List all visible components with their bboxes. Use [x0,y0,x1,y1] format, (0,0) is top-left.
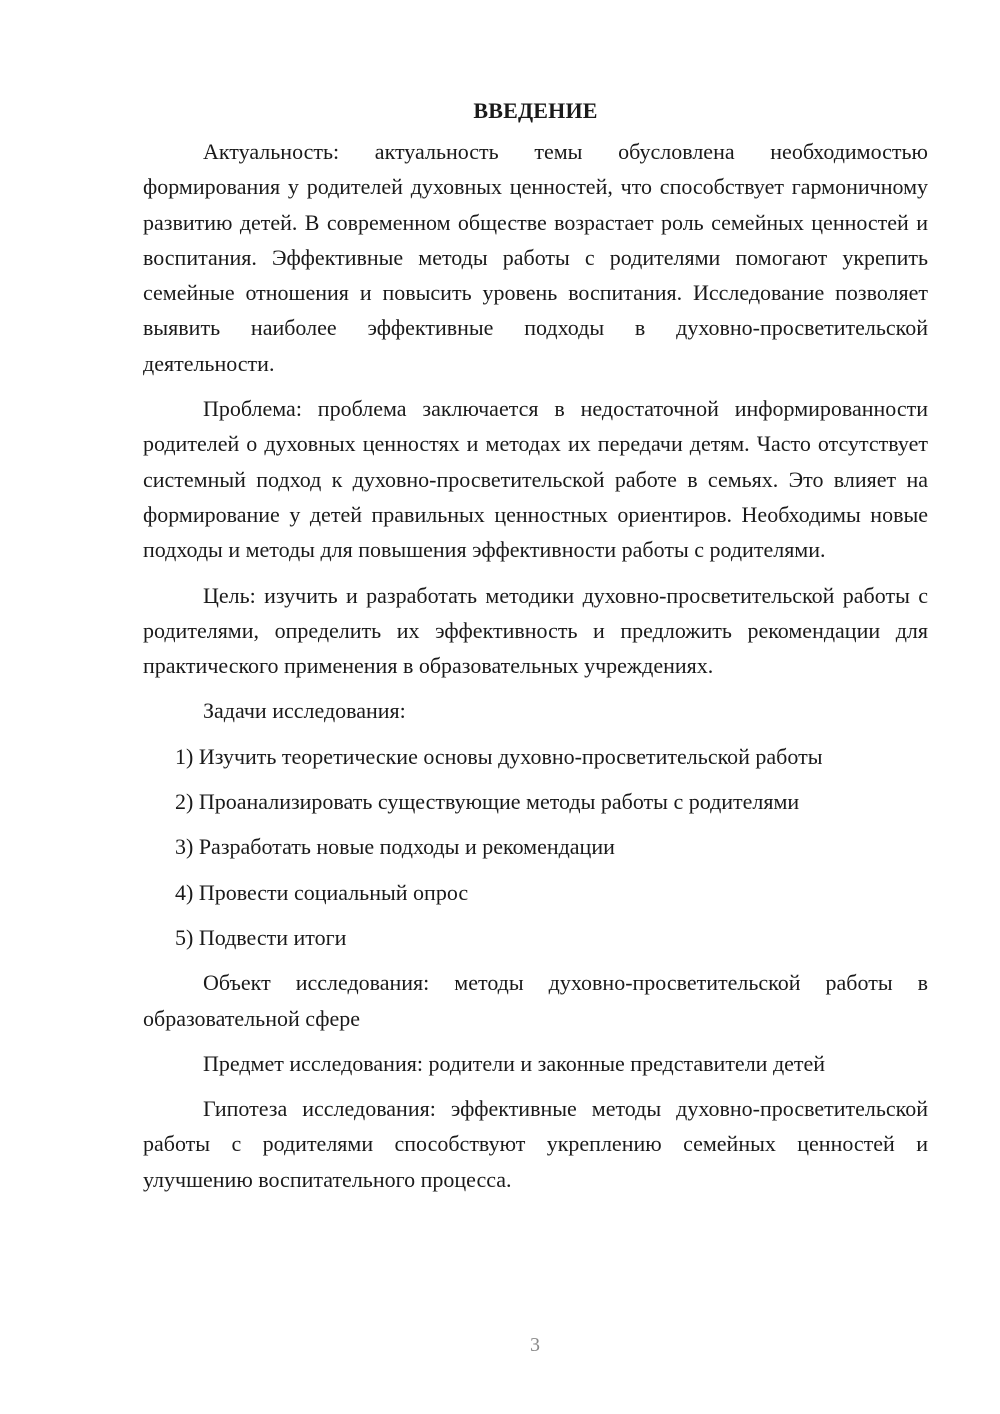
tasks-list [143,739,928,955]
task-item: 2) Проанализировать существующие методы работы с родителями [175,789,800,815]
goal-paragraph: Цель: изучить и разработать методики духовно-просветительской работы с родителями, определить их эффективность и предложить рекомендации для практического применения в образовательных учреждениях. [143,582,928,679]
task-item: 5) Подвести итоги [175,924,347,950]
document-page [143,96,928,1207]
section-title: ВВЕДЕНИЕ [473,98,598,123]
task-item: 4) Провести социальный опрос [175,879,469,905]
task-item: 1) Изучить теоретические основы духовно-просветительской работы [175,743,823,769]
problem-paragraph: Проблема: проблема заключается в недостаточной информированности родителей о духовных ценностях и методах их передачи детям. Часто отсутствует системный подход к духовно-просветительской работе в семьях. Это влияет на формирование у детей правильных ценностных ориентиров. Необходимы новые подходы и методы для повышения эффективности работы с родителями. [143,396,928,563]
hypothesis-paragraph: Гипотеза исследования: эффективные методы духовно-просветительской работы с родителями способствуют укреплению семейных ценностей и улучшению воспитательного процесса. [143,1096,928,1192]
tasks-heading: Задачи исследования: [203,698,406,724]
subject-paragraph: Предмет исследования: родители и законные представители детей [203,1050,826,1076]
relevance-paragraph: Актуальность: актуальность темы обусловлена необходимостью формирования у родителей духовных ценностей, что способствует гармоничному развитию детей. В современном обществе возрастает роль семейных ценностей и воспитания. Эффективные методы работы с родителями помогают укрепить семейные отношения и повысить уровень воспитания. Исследование позволяет выявить наиболее эффективные подходы в духовно-просветительской деятельности. [143,139,928,376]
task-item: 3) Разработать новые подходы и рекомендации [175,834,615,860]
object-paragraph: Объект исследования: методы духовно-просветительской работы в образовательной сфере [143,970,928,1031]
page-number: 3 [530,1334,540,1356]
